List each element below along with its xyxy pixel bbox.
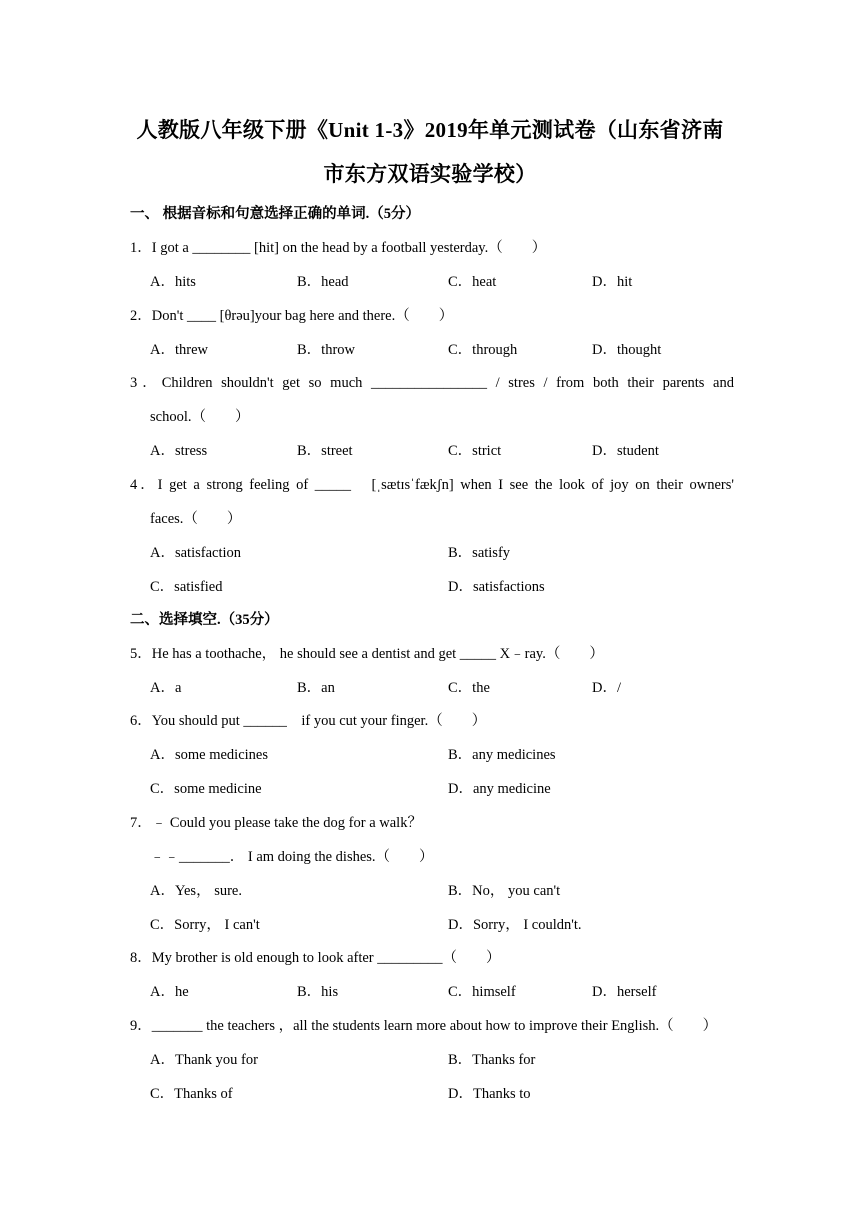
question-4-option-a[interactable]: A．satisfaction	[150, 545, 242, 561]
question-9-stem: 9．_______ the teachers ，all the students learn more about how to improve their English.（ ）	[130, 1018, 718, 1034]
page-title-line1: 人教版八年级下册《Unit 1-3》2019年单元测试卷（山东省济南	[136, 118, 724, 142]
page-title-line2: 市东方双语实验学校）	[323, 162, 537, 186]
question-6-option-b[interactable]: B．any medicines	[448, 747, 556, 763]
question-3-option-c[interactable]: C．strict	[448, 443, 502, 459]
question-9-option-b[interactable]: B．Thanks for	[448, 1052, 536, 1068]
question-4-option-d[interactable]: D．satisfactions	[448, 579, 545, 595]
question-9-option-d[interactable]: D．Thanks to	[448, 1086, 531, 1102]
question-6-stem: 6．You should put ______ if you cut your finger.（ ）	[130, 713, 487, 729]
question-7-option-a[interactable]: A．Yes， sure.	[150, 883, 242, 899]
question-8-option-d[interactable]: D．herself	[592, 984, 657, 1000]
question-8-option-b[interactable]: B．his	[297, 984, 339, 1000]
question-8-stem: 8．My brother is old enough to look after _________（ ）	[130, 950, 501, 966]
question-6-option-a[interactable]: A．some medicines	[150, 747, 268, 763]
question-3-stem-continued: school.（ ）	[150, 409, 250, 425]
question-5-option-b[interactable]: B．an	[297, 680, 335, 696]
question-2-option-d[interactable]: D．thought	[592, 342, 662, 358]
question-1-option-b[interactable]: B．head	[297, 274, 349, 290]
question-5-option-d[interactable]: D．/	[592, 680, 621, 696]
question-7-stem-continued: ﹣﹣_______． I am doing the dishes.（ ）	[150, 849, 434, 865]
question-8-option-a[interactable]: A．he	[150, 984, 189, 1000]
question-7-option-c[interactable]: C．Sorry， I can't	[150, 917, 260, 933]
question-8-option-c[interactable]: C．himself	[448, 984, 516, 1000]
question-4-stem-continued: faces.（ ）	[150, 511, 242, 527]
question-1-option-c[interactable]: C．heat	[448, 274, 497, 290]
question-5-option-c[interactable]: C．the	[448, 680, 490, 696]
question-6-option-d[interactable]: D．any medicine	[448, 781, 551, 797]
question-2-option-b[interactable]: B．throw	[297, 342, 355, 358]
question-9-option-c[interactable]: C．Thanks of	[150, 1086, 233, 1102]
question-3-option-d[interactable]: D．student	[592, 443, 659, 459]
question-5-option-a[interactable]: A．a	[150, 680, 182, 696]
question-1-option-a[interactable]: A．hits	[150, 274, 196, 290]
question-9-option-a[interactable]: A．Thank you for	[150, 1052, 258, 1068]
question-4-stem: 4．I get a strong feeling of _____ [ˌsætɪsˈfækʃn] when I see the look of joy on their owners'	[130, 477, 734, 493]
question-5-stem: 5．He has a toothache， he should see a dentist and get _____ X﹣ray.（ ）	[130, 646, 604, 662]
question-3-option-b[interactable]: B．street	[297, 443, 353, 459]
question-7-stem: 7．﹣ Could you please take the dog for a walk？	[130, 815, 422, 831]
question-2-option-c[interactable]: C．through	[448, 342, 518, 358]
question-1-stem: 1．I got a ________ [hit] on the head by a football yesterday.（ ）	[130, 240, 547, 256]
question-4-option-c[interactable]: C．satisfied	[150, 579, 223, 595]
section-heading-2: 二、选择填空.（35分）	[130, 612, 279, 628]
question-7-option-b[interactable]: B．No， you can't	[448, 883, 561, 899]
question-3-option-a[interactable]: A．stress	[150, 443, 208, 459]
question-1-option-d[interactable]: D．hit	[592, 274, 633, 290]
question-2-stem: 2．Don't ____ [θrəu]your bag here and there.（ ）	[130, 308, 454, 324]
question-3-stem: 3．Children shouldn't get so much ________________ / stres / from both their parents and	[130, 375, 734, 391]
question-7-option-d[interactable]: D．Sorry， I couldn't.	[448, 917, 582, 933]
section-heading-1: 一、 根据音标和句意选择正确的单词.（5分）	[130, 206, 420, 222]
question-4-option-b[interactable]: B．satisfy	[448, 545, 511, 561]
question-6-option-c[interactable]: C．some medicine	[150, 781, 262, 797]
question-2-option-a[interactable]: A．threw	[150, 342, 208, 358]
